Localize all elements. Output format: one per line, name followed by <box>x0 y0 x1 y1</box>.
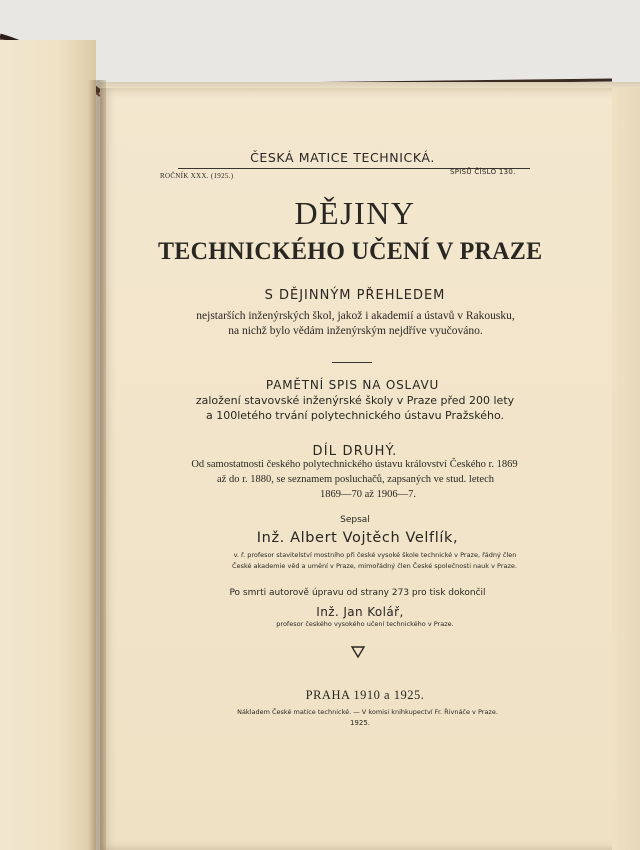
author-name: Inž. Albert Vojtěch Velflík, <box>256 530 459 546</box>
description-line-1: nejstarších inženýrských škol, jakož i akademií a ústavů v Rakousku, <box>196 310 515 322</box>
volume-label: ROČNÍK XXX. (1925.) <box>160 172 234 180</box>
part-description-line-2: až do r. 1880, se seznamem posluchačů, zapsaných ve stud. letech <box>217 474 494 485</box>
memorial-line-3: a 100letého trvání polytechnického ústavu Pražského. <box>205 409 505 422</box>
right-page-edge <box>612 88 640 850</box>
memorial-heading: PAMĚTNÍ SPIS NA OSLAVU <box>265 378 440 392</box>
left-page <box>0 40 96 850</box>
author-description-line-1: v. ř. profesor stavitelství mostního při české vysoké škole technické v Praze, řádný člen <box>233 551 517 559</box>
part-description-line-3: 1869—70 až 1906—7. <box>320 489 416 500</box>
volume-part: DÍL DRUHÝ. <box>312 444 398 459</box>
book-title-line-1: DĚJINY <box>294 195 416 231</box>
part-description-line-1: Od samostatnosti českého polytechnického ústavu království Českého r. 1869 <box>191 459 518 470</box>
editor-description: profesor českého vysokého učení technického v Praze. <box>276 620 454 628</box>
book-gutter-shadow <box>88 80 106 850</box>
editor-name: Inž. Jan Kolář, <box>316 605 404 619</box>
imprint-line: Nákladem České matice technické. — V komisi knihkupectví Fr. Řivnáče v Praze. <box>237 708 498 716</box>
place-and-years: PRAHA 1910 a 1925. <box>305 688 425 702</box>
memorial-line-2: založení stavovské inženýrské školy v Praze před 200 lety <box>195 394 515 407</box>
completion-note: Po smrti autorově úpravu od strany 273 pro tisk dokončil <box>229 588 486 598</box>
author-description-line-2: České akademie věd a umění v Praze, mimořádný člen České společnosti nauk v Praze. <box>232 562 517 570</box>
triangle-ornament-icon <box>350 645 366 659</box>
print-year: 1925. <box>349 719 371 727</box>
publisher-name: ČESKÁ MATICE TECHNICKÁ. <box>250 150 435 165</box>
wrote-label: Sepsal <box>340 515 370 525</box>
series-number: SPISŮ ČÍSLO 130. <box>450 168 516 176</box>
book-subtitle: S DĚJINNÝM PŘEHLEDEM <box>264 288 446 303</box>
book-title-line-2: TECHNICKÉHO UČENÍ V PRAZE <box>158 238 543 265</box>
description-line-2: na nichž bylo vědám inženýrským nejdříve vyučováno. <box>228 325 483 337</box>
divider-rule <box>332 362 372 363</box>
